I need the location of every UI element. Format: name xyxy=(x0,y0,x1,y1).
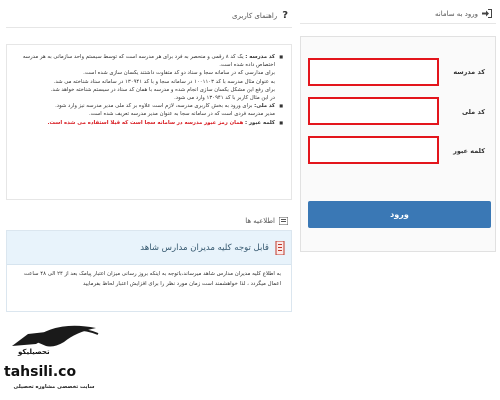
login-panel-header xyxy=(300,4,496,24)
guide-item-school-code xyxy=(13,53,275,102)
password-label: کلمه عبور xyxy=(453,147,485,155)
watermark-logo xyxy=(0,318,110,400)
guide-panel-header xyxy=(6,4,292,28)
guide-item-warning: همان رمز عبور مدرسه در سامانه سجا است که قبلا استفاده می شده است. xyxy=(47,119,244,126)
watermark-brand-fa: تحصیلیکو xyxy=(18,348,50,356)
school-code-input[interactable] xyxy=(308,58,439,86)
watermark-tagline: سایت تخصصی مشاوره تحصیلی xyxy=(13,384,95,390)
guide-item-note: به عنوان مثال مدرسه با کد ۱۰۰۱۱۰۳ در سامانه سجا و با کد ۱۳۰۹۴۱ در سامانه سناد شناخته می شد. xyxy=(53,78,275,85)
login-button[interactable]: ورود xyxy=(308,201,491,228)
news-title-link[interactable]: قابل توجه کلیه مدیران مدارس شاهد xyxy=(140,242,269,253)
password-input[interactable] xyxy=(308,136,439,164)
guide-item-title: کلمه عبور : xyxy=(245,119,275,126)
document-icon xyxy=(275,241,285,255)
guide-item-note: مدیر مدرسه فردی است که در سامانه سجا به عنوان مدیر مدرسه تعریف شده است. xyxy=(88,111,275,118)
guide-item-title: کد ملی: xyxy=(254,103,275,110)
guide-item-note: در این مثال کاربر با کد ۱۳۰۹۴۱ وارد می شود. xyxy=(174,95,275,102)
question-icon: ? xyxy=(282,10,288,21)
guide-item-text: یک کد ۸ رقمی و منحصر به فرد برای هر مدرسه است که توسط سیستم واحد سازمانی به هر مدرسه اختصاص داده شده است. xyxy=(22,54,275,69)
school-code-label: کد مدرسه xyxy=(453,68,485,76)
news-panel-header xyxy=(6,214,292,228)
guide-item-note: برای مدارسی که در سامانه سجا و سناد دو کد متفاوت داشتند یکسان سازی شده است. xyxy=(83,70,275,77)
watermark-brand-en: tahsili.co xyxy=(4,364,77,380)
sign-in-icon xyxy=(482,9,492,18)
guide-item-text: برای ورود به بخش کاربری مدرسه، لازم است علاوه بر کد ملی مدیر مدرسه نیز وارد شود. xyxy=(55,103,253,110)
news-body: به اطلاع کلیه مدیران مدارس شاهد میرساند،باتوجه به اینکه بروز رسانی میزان اعتبار پیامک بعد از ۲۴ الی ۴۸ ساعت اعمال میگردد ، لذا خواهشمند است زمان مورد نظر را برای افزایش اعتبار لحاظ بفرمایید xyxy=(23,271,281,287)
news-header-title: اطلاعیه ها xyxy=(245,217,275,225)
login-form xyxy=(300,36,496,252)
list-icon xyxy=(279,217,288,225)
guide-item-national-id xyxy=(13,102,275,118)
guide-item-password xyxy=(13,119,275,127)
national-id-input[interactable] xyxy=(308,97,439,125)
news-title-bar xyxy=(7,231,291,265)
news-box xyxy=(6,230,292,312)
guide-header-title: راهنمای کاربری xyxy=(232,11,278,20)
guide-item-note: برای رفع این مشکل یکسان سازی انجام شده و مدرسه با همان کد سناد در سیستم شناخته خواهد شد. xyxy=(50,86,275,93)
login-header-title: ورود به سامانه xyxy=(435,9,478,18)
guide-box xyxy=(6,44,292,200)
guide-item-title: کد مدرسه : xyxy=(245,54,275,60)
national-id-label: کد ملی xyxy=(461,108,485,116)
